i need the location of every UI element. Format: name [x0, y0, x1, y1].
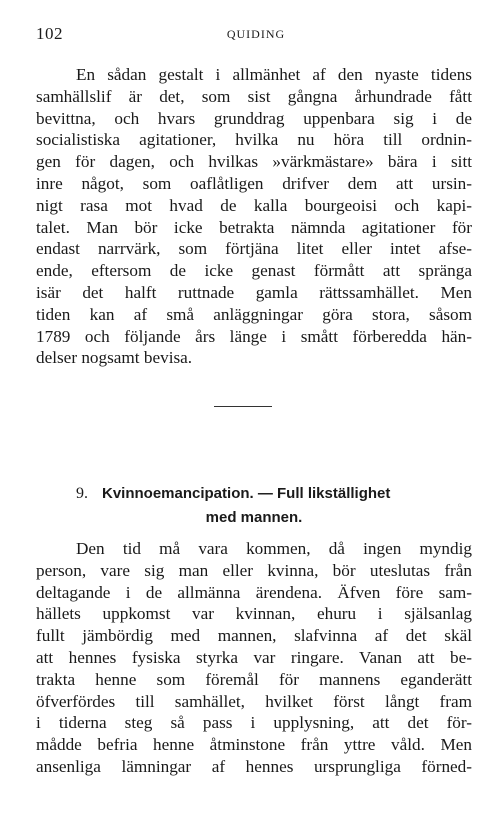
running-head: [36, 24, 476, 44]
text-line: inre något, som oaflåtligen drifver dem att ursin-: [36, 173, 472, 193]
text-line: mådde befria henne åtminstone från yttre våld. Men: [36, 735, 472, 755]
text-line: i tiderna steg så pass i upplysning, att det för-: [36, 713, 472, 733]
text-line: En sådan gestalt i allmänhet af den nyaste tidens: [76, 65, 472, 84]
text-line: isär det halft ruttnade gamla rättssamhället. Men: [36, 282, 472, 302]
text-line: Den tid må vara kommen, då ingen myndig: [76, 539, 472, 558]
section-divider: [214, 406, 272, 407]
text-line: samhällslif är det, som sist gångna århundrade fått: [36, 86, 472, 106]
text-line: gen för dagen, och hvilkas »värkmästare» bära i sitt: [36, 152, 472, 172]
text-line: ende, eftersom de icke genast förmått att spränga: [36, 261, 472, 281]
text-line: att hennes fysiska styrka var ringare. Vanan att be-: [36, 647, 472, 667]
paragraph-1: [36, 64, 472, 369]
text-line: öfverfördes till samhället, hvilket först långt fram: [36, 691, 472, 711]
text-line: fullt jämbördig med mannen, slafvinna af det skäl: [36, 626, 472, 646]
text-line: tiden kan af små anläggningar göra stora, såsom: [36, 304, 472, 324]
text-line: ansenliga lämningar af hennes ursprungliga förned-: [36, 756, 472, 776]
running-title: QUIDING: [226, 27, 286, 41]
text-line: bevittna, och hvars grunddrag uppenbara sig i de: [36, 108, 472, 128]
text-line: person, vare sig man eller kvinna, bör uteslutas från: [36, 560, 472, 580]
section-heading-line-1: [36, 482, 472, 506]
text-line: hällets uppkomst var kvinnan, ehuru i själsanlag: [36, 604, 472, 624]
paragraph-2: [36, 538, 472, 778]
section-heading: [36, 482, 472, 530]
text-line: nigt rasa mot hvad de kalla bourgeoisi och kapi-: [36, 195, 472, 215]
text-line: trakta henne som föremål för mannens eganderätt: [36, 669, 472, 689]
page-number: 102: [36, 24, 63, 43]
section-number: 9.: [76, 485, 88, 502]
text-line: endast narrvärk, som förtjäna litet eller intet afse-: [36, 239, 472, 259]
text-line: 1789 och följande års länge i smått förberedda hän-: [36, 326, 472, 346]
section-title: Kvinnoemancipation. — Full likställighet: [102, 485, 391, 502]
text-line: delser nogsamt bevisa.: [36, 348, 193, 368]
text-line: socialistiska agitationer, hvilka nu höra till ordnin-: [36, 130, 472, 150]
text-line: talet. Man bör icke betrakta nämnda agitationer för: [36, 217, 472, 237]
text-line: deltagande i de allmänna ärendena. Äfven före sam-: [36, 582, 472, 602]
section-heading-line-2: med mannen.: [205, 509, 303, 526]
